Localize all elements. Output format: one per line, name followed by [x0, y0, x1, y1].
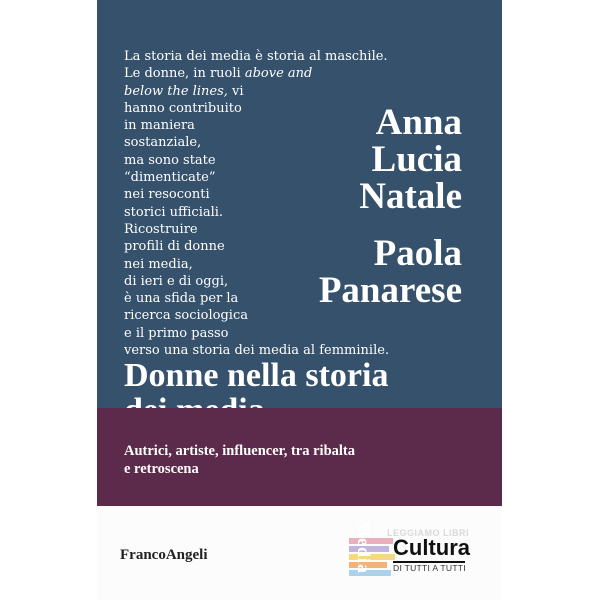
author-1 [319, 104, 462, 215]
cover-top-panel [97, 0, 502, 408]
blurb-line: verso una storia dei media al femminile. [124, 343, 390, 359]
blurb-line: di ieri e di oggi, [124, 273, 229, 289]
blurb-italic: above and [244, 66, 313, 82]
blurb-line: sostanziale, [124, 135, 202, 151]
author-name-part: Paola [373, 233, 462, 274]
author-2 [319, 235, 462, 309]
logo-main-text: Cultura [393, 535, 470, 560]
blurb-line: ricerca sociologica [124, 308, 248, 324]
author-name-part: Anna [375, 102, 462, 143]
subtitle-line: e retroscena [124, 460, 199, 477]
book-subtitle [124, 443, 355, 478]
blurb-line: below the lines, vi [124, 83, 244, 99]
blurb-line: hanno contribuito [124, 100, 242, 116]
blurb-line: nei media, [124, 256, 193, 272]
blurb-line: Ricostruire [124, 221, 198, 237]
logo-top-text: LEGGIAMO LIBRI [387, 528, 469, 538]
author-name-part: Panarese [318, 270, 462, 311]
book-cover [97, 0, 502, 600]
blurb-line: in maniera [124, 118, 195, 134]
logo-tagline: DI TUTTI A TUTTI [393, 563, 466, 573]
cover-authors [319, 104, 462, 309]
blurb-line: ma sono state [124, 152, 216, 168]
blurb-line: Le donne, in ruoli above and [124, 66, 313, 82]
blurb-line: La storia dei media è storia al maschile. [124, 49, 388, 64]
logo-vertical-text: Media [354, 520, 374, 574]
blurb-line: nei resoconti [124, 187, 210, 203]
series-logo [347, 520, 477, 584]
author-name-part: Natale [359, 176, 462, 217]
subtitle-line: Autrici, artiste, influencer, tra ribalta [124, 443, 356, 459]
author-name-part: Lucia [371, 139, 462, 180]
cover-footer [97, 506, 502, 600]
blurb-line: profili di donne [124, 239, 225, 255]
blurb-line: e il primo passo [124, 325, 229, 341]
blurb-line: storici ufficiali. [124, 204, 224, 220]
blurb-italic: below the lines, [124, 83, 228, 99]
publisher-name: FrancoAngeli [120, 547, 208, 563]
blurb-line: è una sfida per la [124, 291, 239, 307]
blurb-line: “dimenticate” [124, 170, 216, 186]
title-line: Donne nella storia [124, 357, 389, 394]
